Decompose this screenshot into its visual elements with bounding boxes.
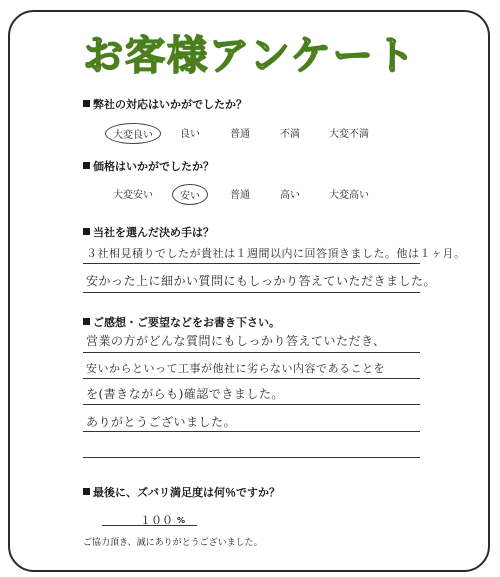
square-bullet-icon bbox=[83, 318, 90, 325]
question-4 bbox=[83, 314, 280, 330]
answer-rule bbox=[83, 404, 420, 405]
q1-option-very-good: 大変良い bbox=[105, 123, 161, 144]
answer-rule bbox=[83, 263, 420, 264]
satisfaction-unit: % bbox=[177, 516, 186, 525]
question-3 bbox=[83, 224, 214, 240]
satisfaction-value: １００ bbox=[140, 514, 173, 527]
q4-answer-line-2: 安いからといって工事が他社に劣らない内容であることを bbox=[86, 362, 385, 375]
q2-option-cheap: 安い bbox=[172, 184, 208, 205]
question-3-text: 当社を選んだ決め手は？ bbox=[93, 226, 214, 239]
question-2 bbox=[83, 158, 214, 174]
q2-option-expensive: 高い bbox=[280, 190, 300, 201]
q2-option-very-cheap: 大変安い bbox=[113, 190, 153, 201]
q3-answer-line-1: ３社相見積りでしたが貴社は１週間以内に回答頂きました。他は１ヶ月。 bbox=[86, 247, 466, 260]
answer-rule bbox=[102, 525, 197, 526]
question-2-text: 価格はいかがでしたか？ bbox=[93, 160, 214, 173]
q1-option-very-dissatisfied: 大変不満 bbox=[329, 129, 369, 140]
q4-answer-line-4: ありがとうございました。 bbox=[86, 415, 237, 429]
q1-option-good: 良い bbox=[180, 129, 200, 140]
answer-rule bbox=[83, 378, 420, 379]
answer-rule bbox=[83, 457, 420, 458]
q2-option-normal: 普通 bbox=[230, 190, 250, 201]
q3-answer-line-2: 安かった上に細かい質問にもしっかり答えていただきました。 bbox=[86, 274, 437, 288]
square-bullet-icon bbox=[83, 100, 90, 107]
answer-rule bbox=[83, 352, 420, 353]
q1-option-dissatisfied: 不満 bbox=[280, 129, 300, 140]
question-1-text: 弊社の対応はいかがでしたか？ bbox=[93, 98, 247, 111]
question-5-text: 最後に、ズバリ満足度は何％ですか？ bbox=[93, 486, 280, 499]
q2-option-very-expensive: 大変高い bbox=[329, 190, 369, 201]
survey-title: お客様アンケート bbox=[83, 33, 417, 79]
q4-answer-line-3: を(書きながらも)確認できました。 bbox=[86, 387, 284, 401]
q1-option-normal: 普通 bbox=[230, 129, 250, 140]
question-1 bbox=[83, 96, 247, 112]
square-bullet-icon bbox=[83, 228, 90, 235]
answer-rule bbox=[83, 292, 420, 293]
answer-rule bbox=[83, 431, 420, 432]
q4-answer-line-1: 営業の方がどんな質問にもしっかり答えていただき、 bbox=[86, 334, 386, 348]
square-bullet-icon bbox=[83, 162, 90, 169]
footer-thanks: ご協力頂き、誠にありがとうございました。 bbox=[83, 538, 263, 548]
square-bullet-icon bbox=[83, 488, 90, 495]
question-4-text: ご感想・ご要望などをお書き下さい。 bbox=[93, 316, 280, 329]
question-5 bbox=[83, 484, 280, 500]
